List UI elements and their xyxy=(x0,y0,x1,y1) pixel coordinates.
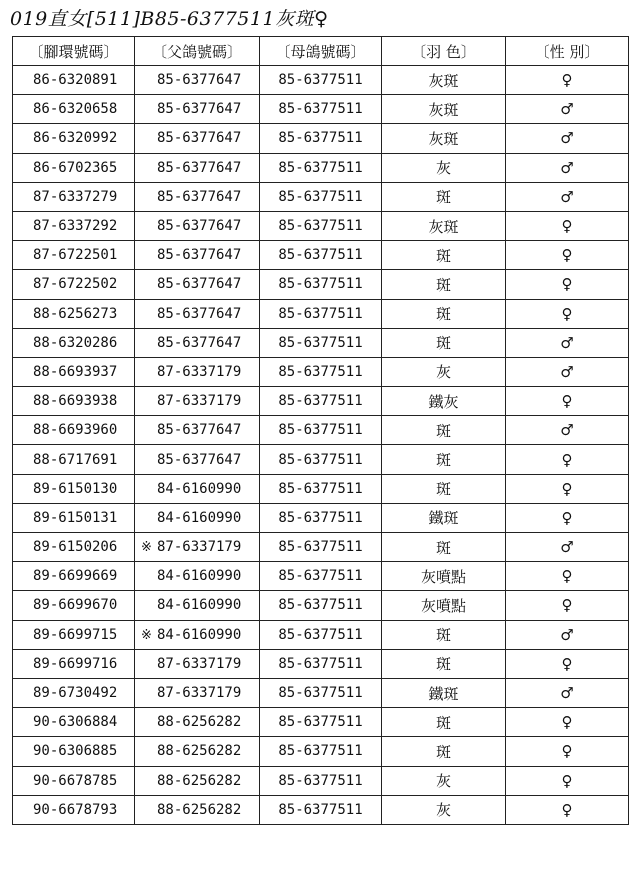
sex-cell: ♂ xyxy=(506,124,629,153)
dam-number-cell: 85-6377511 xyxy=(260,620,382,649)
sire-number-value: 88-6256282 xyxy=(157,743,242,760)
ring-number-cell: 89-6150131 xyxy=(13,503,135,532)
dam-number-cell: 85-6377511 xyxy=(260,562,382,591)
table-row xyxy=(13,474,629,503)
offspring-table xyxy=(12,36,629,825)
dam-number-cell: 85-6377511 xyxy=(260,328,382,357)
sire-number-value: 85-6377647 xyxy=(157,422,242,439)
sex-cell: ♂ xyxy=(506,678,629,707)
table-row xyxy=(13,562,629,591)
sire-number-value: 84-6160990 xyxy=(157,480,242,497)
table-row xyxy=(13,66,629,95)
feather-color-cell: 斑 xyxy=(382,270,506,299)
sire-number-value: 85-6377647 xyxy=(157,334,242,351)
sire-number-value: 88-6256282 xyxy=(157,772,242,789)
dam-number-cell: 85-6377511 xyxy=(260,124,382,153)
title-name: 直女 xyxy=(47,8,87,30)
dam-number-cell: 85-6377511 xyxy=(260,416,382,445)
sex-cell: ♂ xyxy=(506,416,629,445)
table-row xyxy=(13,182,629,211)
title-number: [511] xyxy=(86,8,141,30)
sire-number-value: 85-6377647 xyxy=(157,72,242,89)
sex-cell: ♂ xyxy=(506,533,629,562)
feather-color-cell: 鐵斑 xyxy=(382,678,506,707)
feather-color-cell: 灰斑 xyxy=(382,95,506,124)
ring-number-cell: 90-6678793 xyxy=(13,795,135,824)
feather-color-cell: 斑 xyxy=(382,474,506,503)
table-row xyxy=(13,591,629,620)
sire-number-cell xyxy=(135,211,260,240)
ring-number-cell: 88-6256273 xyxy=(13,299,135,328)
sire-number-value: 85-6377647 xyxy=(157,247,242,264)
sire-number-value: 85-6377647 xyxy=(157,276,242,293)
table-header-row xyxy=(13,37,629,66)
header-sire-number: 〔父鴿號碼〕 xyxy=(135,37,260,66)
ring-number-cell: 89-6150130 xyxy=(13,474,135,503)
table-row xyxy=(13,795,629,824)
dam-number-cell: 85-6377511 xyxy=(260,66,382,95)
sire-number-value: 85-6377647 xyxy=(157,130,242,147)
feather-color-cell: 灰斑 xyxy=(382,66,506,95)
sire-number-value: 87-6337179 xyxy=(157,539,242,556)
sex-cell: ♀ xyxy=(506,387,629,416)
feather-color-cell: 斑 xyxy=(382,620,506,649)
title-ring: B85-6377511 xyxy=(140,8,276,30)
sire-number-cell xyxy=(135,620,260,649)
title-code: 019 xyxy=(10,8,48,30)
ring-number-cell: 87-6337292 xyxy=(13,211,135,240)
sex-cell: ♂ xyxy=(506,95,629,124)
sire-number-cell xyxy=(135,795,260,824)
feather-color-cell: 灰 xyxy=(382,357,506,386)
ring-number-cell: 87-6722502 xyxy=(13,270,135,299)
sire-number-value: 88-6256282 xyxy=(157,714,242,731)
sire-number-cell xyxy=(135,474,260,503)
sire-number-cell xyxy=(135,649,260,678)
table-row xyxy=(13,299,629,328)
sire-number-value: 84-6160990 xyxy=(157,626,242,643)
table-row xyxy=(13,124,629,153)
dam-number-cell: 85-6377511 xyxy=(260,241,382,270)
header-sex: 〔性 別〕 xyxy=(506,37,629,66)
sire-number-value: 85-6377647 xyxy=(157,101,242,118)
feather-color-cell: 斑 xyxy=(382,533,506,562)
sire-number-cell xyxy=(135,416,260,445)
feather-color-cell: 斑 xyxy=(382,445,506,474)
table-row xyxy=(13,357,629,386)
sex-cell: ♀ xyxy=(506,766,629,795)
ring-number-cell: 90-6678785 xyxy=(13,766,135,795)
sire-number-cell xyxy=(135,66,260,95)
sex-cell: ♂ xyxy=(506,153,629,182)
ring-number-cell: 86-6702365 xyxy=(13,153,135,182)
table-row xyxy=(13,241,629,270)
table-row xyxy=(13,153,629,182)
ring-number-cell: 86-6320658 xyxy=(13,95,135,124)
sire-number-value: 84-6160990 xyxy=(157,568,242,585)
dam-number-cell: 85-6377511 xyxy=(260,270,382,299)
table-row xyxy=(13,95,629,124)
ring-number-cell: 88-6320286 xyxy=(13,328,135,357)
table-row xyxy=(13,387,629,416)
sire-number-value: 85-6377647 xyxy=(157,451,242,468)
ring-number-cell: 88-6717691 xyxy=(13,445,135,474)
ring-number-cell: 89-6699669 xyxy=(13,562,135,591)
sex-cell: ♀ xyxy=(506,66,629,95)
feather-color-cell: 斑 xyxy=(382,299,506,328)
dam-number-cell: 85-6377511 xyxy=(260,533,382,562)
ring-number-cell: 90-6306885 xyxy=(13,737,135,766)
table-row xyxy=(13,270,629,299)
sire-number-cell xyxy=(135,299,260,328)
sire-number-value: 84-6160990 xyxy=(157,597,242,614)
table-row xyxy=(13,533,629,562)
sex-cell: ♂ xyxy=(506,357,629,386)
feather-color-cell: 斑 xyxy=(382,416,506,445)
feather-color-cell: 灰 xyxy=(382,795,506,824)
ring-number-cell: 86-6320992 xyxy=(13,124,135,153)
ring-number-cell: 88-6693960 xyxy=(13,416,135,445)
title-sex: ♀ xyxy=(314,8,329,30)
sire-number-cell xyxy=(135,153,260,182)
dam-number-cell: 85-6377511 xyxy=(260,795,382,824)
dam-number-cell: 85-6377511 xyxy=(260,182,382,211)
ring-number-cell: 89-6150206 xyxy=(13,533,135,562)
feather-color-cell: 灰 xyxy=(382,153,506,182)
dam-number-cell: 85-6377511 xyxy=(260,649,382,678)
header-dam-number: 〔母鴿號碼〕 xyxy=(260,37,382,66)
sire-number-value: 87-6337179 xyxy=(157,685,242,702)
sire-number-cell xyxy=(135,328,260,357)
feather-color-cell: 灰噴點 xyxy=(382,591,506,620)
dam-number-cell: 85-6377511 xyxy=(260,708,382,737)
ring-number-cell: 89-6730492 xyxy=(13,678,135,707)
ring-number-cell: 89-6699716 xyxy=(13,649,135,678)
sire-number-cell xyxy=(135,241,260,270)
sire-number-cell xyxy=(135,562,260,591)
sire-number-cell xyxy=(135,387,260,416)
sire-number-cell xyxy=(135,445,260,474)
ring-number-cell: 88-6693938 xyxy=(13,387,135,416)
sire-number-cell xyxy=(135,533,260,562)
feather-color-cell: 斑 xyxy=(382,182,506,211)
sex-cell: ♀ xyxy=(506,241,629,270)
feather-color-cell: 灰噴點 xyxy=(382,562,506,591)
ring-number-cell: 89-6699670 xyxy=(13,591,135,620)
sire-number-cell xyxy=(135,591,260,620)
sex-cell: ♀ xyxy=(506,591,629,620)
sex-cell: ♀ xyxy=(506,562,629,591)
feather-color-cell: 鐵灰 xyxy=(382,387,506,416)
ring-number-cell: 87-6722501 xyxy=(13,241,135,270)
dam-number-cell: 85-6377511 xyxy=(260,591,382,620)
table-row xyxy=(13,766,629,795)
ring-number-cell: 90-6306884 xyxy=(13,708,135,737)
sire-number-cell xyxy=(135,503,260,532)
feather-color-cell: 灰 xyxy=(382,766,506,795)
table-row xyxy=(13,211,629,240)
title-color: 灰斑 xyxy=(275,8,315,30)
feather-color-cell: 斑 xyxy=(382,649,506,678)
sire-number-value: 85-6377647 xyxy=(157,218,242,235)
table-row xyxy=(13,416,629,445)
table-row xyxy=(13,620,629,649)
sex-cell: ♀ xyxy=(506,474,629,503)
feather-color-cell: 鐵斑 xyxy=(382,503,506,532)
table-row xyxy=(13,678,629,707)
sex-cell: ♂ xyxy=(506,328,629,357)
sire-number-value: 85-6377647 xyxy=(157,159,242,176)
dam-number-cell: 85-6377511 xyxy=(260,95,382,124)
dam-number-cell: 85-6377511 xyxy=(260,678,382,707)
sire-number-cell xyxy=(135,737,260,766)
table-row xyxy=(13,328,629,357)
sire-number-cell xyxy=(135,766,260,795)
header-ring-number: 〔腳環號碼〕 xyxy=(13,37,135,66)
sire-number-value: 87-6337179 xyxy=(157,363,242,380)
table-row xyxy=(13,649,629,678)
dam-number-cell: 85-6377511 xyxy=(260,737,382,766)
sire-number-cell xyxy=(135,357,260,386)
header-feather-color: 〔羽 色〕 xyxy=(382,37,506,66)
sex-cell: ♂ xyxy=(506,182,629,211)
sire-number-cell xyxy=(135,95,260,124)
ring-number-cell: 89-6699715 xyxy=(13,620,135,649)
dam-number-cell: 85-6377511 xyxy=(260,299,382,328)
feather-color-cell: 斑 xyxy=(382,241,506,270)
sex-cell: ♀ xyxy=(506,211,629,240)
table-row xyxy=(13,708,629,737)
sire-number-value: 84-6160990 xyxy=(157,509,242,526)
feather-color-cell: 灰斑 xyxy=(382,211,506,240)
sex-cell: ♀ xyxy=(506,503,629,532)
ring-number-cell: 87-6337279 xyxy=(13,182,135,211)
sex-cell: ♀ xyxy=(506,649,629,678)
sire-number-value: 85-6377647 xyxy=(157,305,242,322)
sex-cell: ♀ xyxy=(506,270,629,299)
dam-number-cell: 85-6377511 xyxy=(260,211,382,240)
sex-cell: ♀ xyxy=(506,737,629,766)
sire-number-value: 87-6337179 xyxy=(157,393,242,410)
sire-number-cell xyxy=(135,182,260,211)
page-title xyxy=(10,4,328,31)
feather-color-cell: 斑 xyxy=(382,737,506,766)
dam-number-cell: 85-6377511 xyxy=(260,445,382,474)
sex-cell: ♀ xyxy=(506,795,629,824)
sire-number-cell xyxy=(135,708,260,737)
sire-number-cell xyxy=(135,124,260,153)
dam-number-cell: 85-6377511 xyxy=(260,387,382,416)
feather-color-cell: 灰斑 xyxy=(382,124,506,153)
table-body xyxy=(13,66,629,825)
dam-number-cell: 85-6377511 xyxy=(260,503,382,532)
dam-number-cell: 85-6377511 xyxy=(260,153,382,182)
feather-color-cell: 斑 xyxy=(382,708,506,737)
note-mark: ※ xyxy=(141,627,152,643)
table-row xyxy=(13,503,629,532)
table-row xyxy=(13,445,629,474)
table-row xyxy=(13,737,629,766)
sex-cell: ♀ xyxy=(506,708,629,737)
sex-cell: ♀ xyxy=(506,299,629,328)
sire-number-cell xyxy=(135,678,260,707)
note-mark: ※ xyxy=(141,540,152,556)
sex-cell: ♂ xyxy=(506,620,629,649)
dam-number-cell: 85-6377511 xyxy=(260,766,382,795)
sex-cell: ♀ xyxy=(506,445,629,474)
sire-number-cell xyxy=(135,270,260,299)
ring-number-cell: 88-6693937 xyxy=(13,357,135,386)
dam-number-cell: 85-6377511 xyxy=(260,357,382,386)
sire-number-value: 88-6256282 xyxy=(157,801,242,818)
sire-number-value: 85-6377647 xyxy=(157,188,242,205)
feather-color-cell: 斑 xyxy=(382,328,506,357)
dam-number-cell: 85-6377511 xyxy=(260,474,382,503)
ring-number-cell: 86-6320891 xyxy=(13,66,135,95)
sire-number-value: 87-6337179 xyxy=(157,655,242,672)
